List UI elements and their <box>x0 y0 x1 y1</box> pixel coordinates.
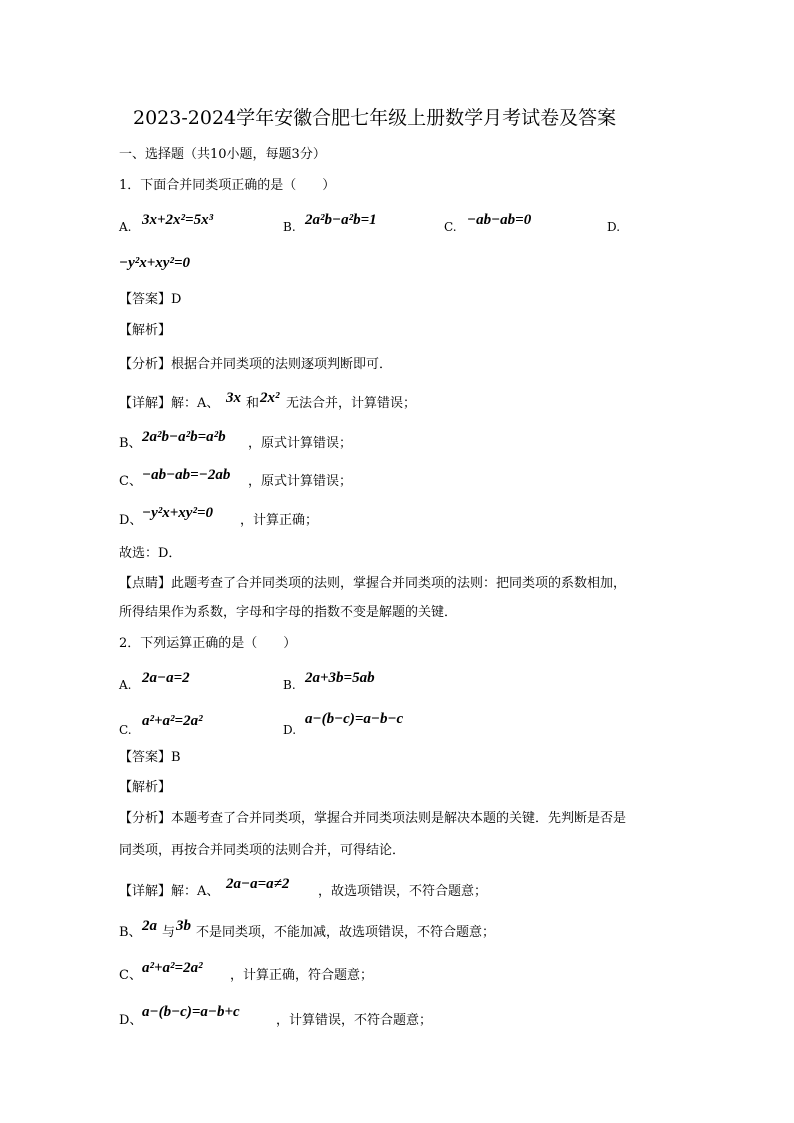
q2-option-a-label: A. <box>119 678 132 692</box>
q2-option-d: a−(b−c)=a−b−c <box>305 711 404 727</box>
q1-c-expr: −ab−ab=−2ab <box>142 467 231 483</box>
q2-option-c: a²+a²=2a² <box>142 713 203 729</box>
q1-option-d-label: D. <box>607 220 621 234</box>
q2-c-expr: a²+a²=2a² <box>142 960 203 976</box>
q2-d-expr: a−(b−c)=a−b+c <box>142 1004 240 1020</box>
q1-dianjing-line2: 所得结果作为系数，字母和字母的指数不变是解题的关键． <box>119 605 458 620</box>
q2-a-expr: 2a−a=a≠2 <box>226 876 290 892</box>
q1-detail-a-end: 无法合并，计算错误； <box>286 396 417 411</box>
q1-dianjing-line1: 【点睛】此题考查了合并同类项的法则，掌握合并同类项的法则：把同类项的系数相加， <box>119 576 627 591</box>
q2-option-b: 2a+3b=5ab <box>305 670 375 686</box>
q1-d-end: ，计算正确； <box>240 513 319 528</box>
q2-d-end: ，计算错误，不符合题意； <box>276 1013 433 1028</box>
q1-option-c-label: C. <box>444 220 457 234</box>
q1-option-a: 3x+2x²=5x³ <box>142 212 214 228</box>
q2-option-a: 2a−a=2 <box>142 670 190 686</box>
q1-detail-and: 和 <box>246 396 260 411</box>
q1-detail-expr2: 2x² <box>260 390 280 406</box>
q2-c-end: ，计算正确，符合题意； <box>230 968 374 983</box>
q2-b-end: 不是同类项，不能加减，故选项错误，不符合题意； <box>196 925 496 940</box>
q1-b-end: ，原式计算错误； <box>248 436 353 451</box>
q2-analysis-title: 【解析】 <box>119 780 172 795</box>
q2-b-expr1: 2a <box>142 918 157 934</box>
doc-title: 2023-2024学年安徽合肥七年级上册数学月考试卷及答案 <box>133 107 617 129</box>
section-heading: 一、选择题（共10小题，每题3分） <box>119 147 326 162</box>
q2-option-d-label: D. <box>283 723 297 737</box>
q2-b-mid: 与 <box>162 925 176 940</box>
q1-c-end: ，原式计算错误； <box>248 474 353 489</box>
q1-option-a-label: A. <box>119 220 132 234</box>
q1-fenxi: 【分析】根据合并同类项的法则逐项判断即可． <box>119 357 393 372</box>
q1-b-expr: 2a²b−a²b=a²b <box>142 429 226 445</box>
q1-option-b: 2a²b−a²b=1 <box>305 212 377 228</box>
q2-d-prefix: D、 <box>119 1013 143 1028</box>
q1-c-prefix: C、 <box>119 474 142 489</box>
q2-fenxi-line1: 【分析】本题考查了合并同类项，掌握合并同类项法则是解决本题的关键．先判断是否是 <box>119 811 627 826</box>
q1-b-prefix: B、 <box>119 436 142 451</box>
q2-a-end: ，故选项错误，不符合题意； <box>318 884 488 899</box>
q1-stem: 1．下面合并同类项正确的是（ ） <box>119 178 336 193</box>
q2-option-b-label: B. <box>283 678 296 692</box>
q1-detail-prefix: 【详解】解：A、 <box>119 396 220 411</box>
q1-option-b-label: B. <box>283 220 296 234</box>
q1-d-prefix: D、 <box>119 513 143 528</box>
q1-conclusion: 故选：D． <box>119 546 182 561</box>
q1-option-d: −y²x+xy²=0 <box>119 255 190 271</box>
q1-analysis-title: 【解析】 <box>119 323 172 338</box>
q2-answer: 【答案】B <box>119 750 181 765</box>
q2-b-expr2: 3b <box>176 918 191 934</box>
q2-b-prefix: B、 <box>119 925 142 940</box>
q2-c-prefix: C、 <box>119 968 142 983</box>
q1-detail-expr1: 3x <box>226 390 241 406</box>
q2-fenxi-line2: 同类项，再按合并同类项的法则合并，可得结论． <box>119 843 406 858</box>
q1-option-c: −ab−ab=0 <box>467 212 532 228</box>
q2-stem: 2．下列运算正确的是（ ） <box>119 636 297 651</box>
q1-d-expr: −y²x+xy²=0 <box>142 505 213 521</box>
q2-option-c-label: C. <box>119 723 132 737</box>
q1-answer: 【答案】D <box>119 292 182 307</box>
q2-a-prefix: 【详解】解：A、 <box>119 884 220 899</box>
